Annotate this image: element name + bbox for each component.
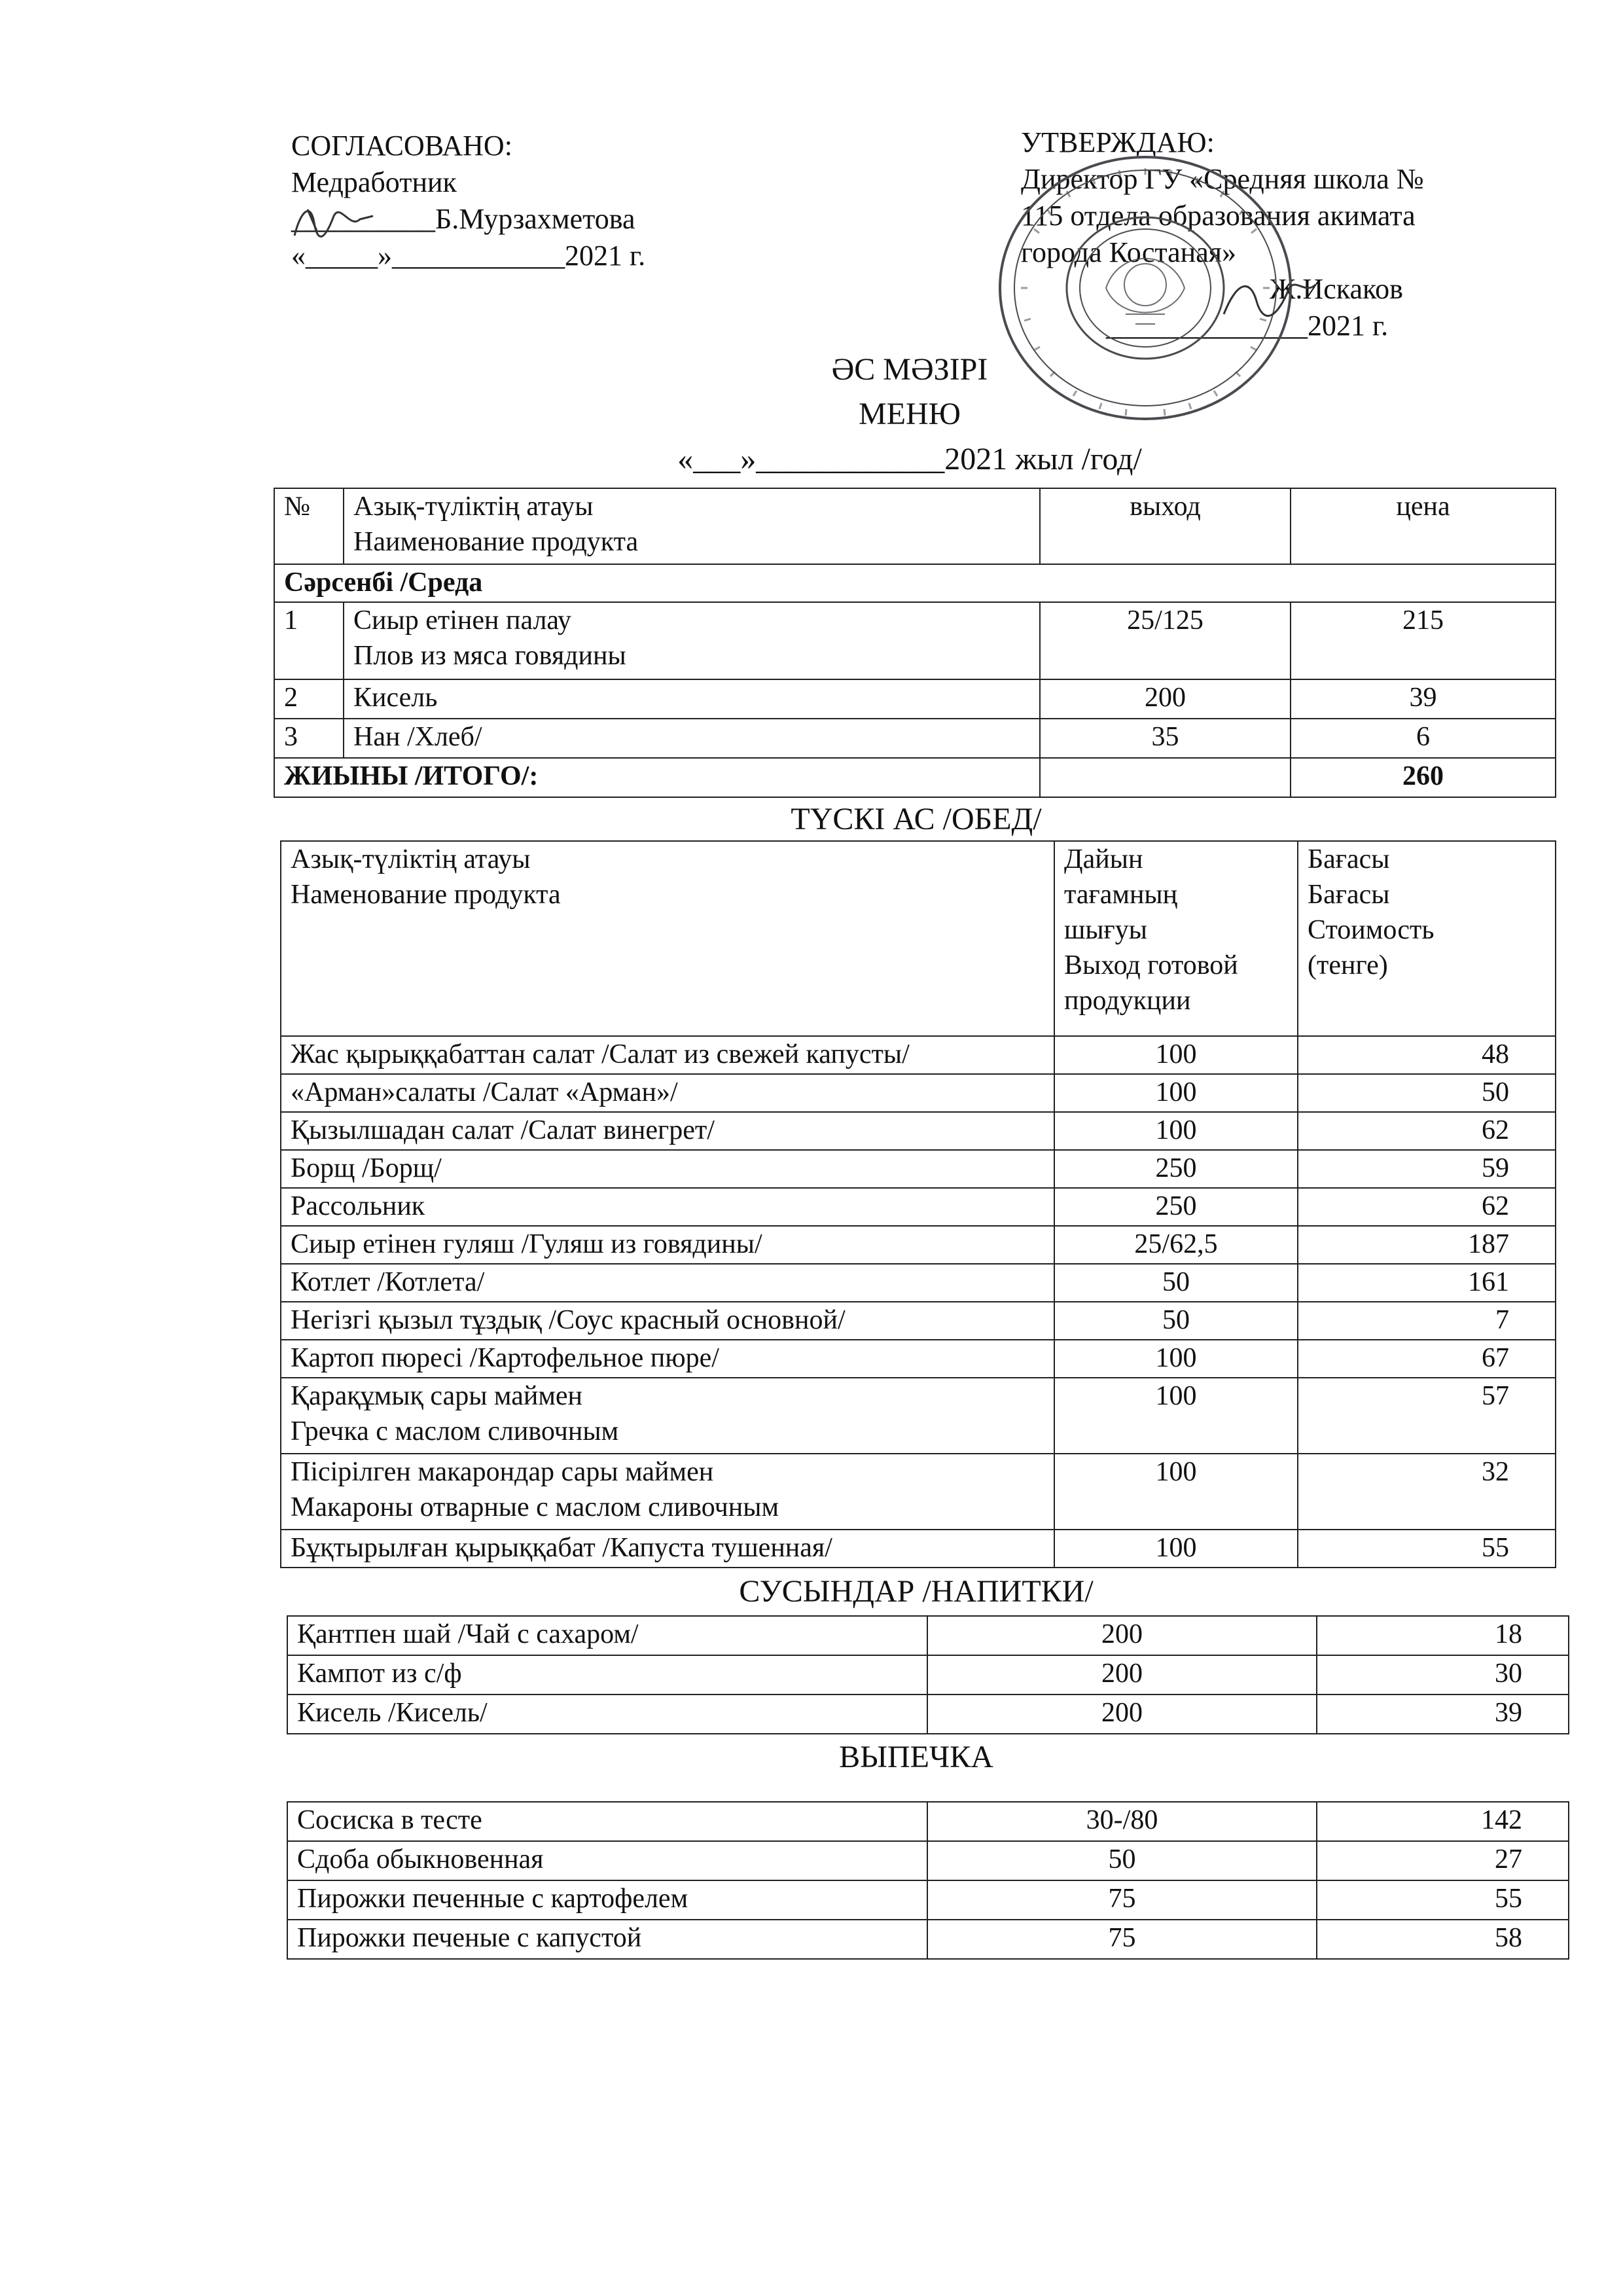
row-price: 62 xyxy=(1298,1112,1556,1150)
table-row xyxy=(281,1074,1556,1112)
col-header-name xyxy=(344,488,1040,564)
table-row xyxy=(274,679,1556,719)
approval-right-line2: 115 отдела образования акимата xyxy=(1021,200,1416,232)
row-price: 7 xyxy=(1298,1302,1556,1340)
table-row xyxy=(287,1655,1569,1695)
total-empty xyxy=(1040,758,1291,797)
drinks-rows xyxy=(287,1616,1569,1734)
yield-header-line: Дайын xyxy=(1064,844,1143,874)
lunch-col-header-name-ru: Наменование продукта xyxy=(291,880,561,910)
row-yield: 200 xyxy=(927,1655,1317,1695)
price-header-line: (тенге) xyxy=(1308,950,1388,980)
row-yield: 200 xyxy=(927,1616,1317,1655)
row-name xyxy=(281,1036,1054,1074)
row-yield: 100 xyxy=(1054,1454,1298,1530)
lunch-rows xyxy=(281,1036,1556,1568)
row-name xyxy=(281,1264,1054,1302)
row-yield: 50 xyxy=(1054,1264,1298,1302)
drinks-table xyxy=(287,1615,1569,1734)
approval-right-name: Ж.Искаков xyxy=(1270,273,1403,305)
row-name xyxy=(281,1112,1054,1150)
lunch-table xyxy=(280,840,1556,1568)
row-num: 2 xyxy=(274,679,344,719)
yield-header-line: продукции xyxy=(1064,986,1191,1016)
row-name-line: Рассольник xyxy=(291,1191,425,1221)
col-header-num: № xyxy=(274,488,344,564)
row-name: Сдоба обыкновенная xyxy=(287,1841,927,1880)
drinks-title: СУСЫНДАР /НАПИТКИ/ xyxy=(739,1574,1094,1609)
table-row xyxy=(287,1880,1569,1920)
row-price: 39 xyxy=(1291,679,1556,719)
row-num: 1 xyxy=(274,602,344,679)
row-name-line: Пісірілген макарондар сары маймен xyxy=(291,1457,714,1487)
row-name-line: Қарақұмық сары маймен xyxy=(291,1381,583,1411)
row-price: 67 xyxy=(1298,1340,1556,1378)
menu-date: «___»____________2021 жыл /год/ xyxy=(677,442,1142,476)
row-yield: 75 xyxy=(927,1880,1317,1920)
row-yield: 75 xyxy=(927,1920,1317,1959)
row-yield: 100 xyxy=(1054,1530,1298,1568)
lunch-col-header-name-kz: Азық-түліктің атауы xyxy=(291,844,531,874)
table-row xyxy=(281,1112,1556,1150)
row-name xyxy=(281,1378,1054,1454)
lunch-title: ТҮСКІ АС /ОБЕД/ xyxy=(791,802,1042,836)
row-price: 32 xyxy=(1298,1454,1556,1530)
lunch-col-header-yield xyxy=(1054,841,1298,1036)
row-name-line: Макароны отварные с маслом сливочным xyxy=(291,1492,779,1522)
row-price: 59 xyxy=(1298,1150,1556,1188)
yield-header-line: Выход готовой xyxy=(1064,950,1238,980)
row-yield: 250 xyxy=(1054,1188,1298,1226)
row-price: 57 xyxy=(1298,1378,1556,1454)
row-price: 48 xyxy=(1298,1036,1556,1074)
row-price: 161 xyxy=(1298,1264,1556,1302)
row-price: 58 xyxy=(1317,1920,1569,1959)
row-yield: 100 xyxy=(1054,1378,1298,1454)
approval-left-name: __________Б.Мурзахметова xyxy=(291,203,635,235)
price-header-line: Бағасы xyxy=(1308,880,1390,910)
table-row xyxy=(281,1264,1556,1302)
table-row xyxy=(274,602,1556,679)
approval-left-heading: СОГЛАСОВАНО: xyxy=(291,130,512,162)
table-row xyxy=(281,1340,1556,1378)
lunch-col-header-price xyxy=(1298,841,1556,1036)
row-name-line: Картоп пюресі /Картофельное пюре/ xyxy=(291,1343,719,1373)
price-header-line: Стоимость xyxy=(1308,915,1435,945)
total-row xyxy=(274,758,1556,797)
row-yield: 200 xyxy=(927,1695,1317,1734)
table-row xyxy=(274,719,1556,758)
row-name: Пирожки печенные с картофелем xyxy=(287,1880,927,1920)
yield-header-line: шығуы xyxy=(1064,915,1148,945)
approval-right-line3: города Костаная» xyxy=(1021,236,1236,268)
total-label: ЖИЫНЫ /ИТОГО/: xyxy=(274,758,1040,797)
row-name xyxy=(281,1188,1054,1226)
approval-right-heading: УТВЕРЖДАЮ: xyxy=(1021,126,1215,158)
row-name-kz: Сиыр етінен палау xyxy=(353,605,571,636)
row-price: 55 xyxy=(1317,1880,1569,1920)
row-name-line: Негізгі қызыл тұздық /Соус красный основной/ xyxy=(291,1305,846,1335)
row-price: 55 xyxy=(1298,1530,1556,1568)
row-name-line: Гречка с маслом сливочным xyxy=(291,1416,619,1446)
day-label: Сәрсенбі /Среда xyxy=(274,564,1556,602)
row-num: 3 xyxy=(274,719,344,758)
table-row xyxy=(281,1378,1556,1454)
medic-signature xyxy=(288,196,380,249)
row-yield: 30-/80 xyxy=(927,1802,1317,1841)
breakfast-table xyxy=(274,488,1556,798)
row-name: Кампот из с/ф xyxy=(287,1655,927,1695)
bakery-rows xyxy=(287,1802,1569,1959)
table-row xyxy=(281,1302,1556,1340)
row-name xyxy=(281,1302,1054,1340)
row-name xyxy=(281,1454,1054,1530)
table-row xyxy=(281,1226,1556,1264)
row-yield: 25/62,5 xyxy=(1054,1226,1298,1264)
row-name: Қантпен шай /Чай с сахаром/ xyxy=(287,1616,927,1655)
row-yield: 25/125 xyxy=(1040,602,1291,679)
lunch-col-header-name xyxy=(281,841,1054,1036)
row-yield: 35 xyxy=(1040,719,1291,758)
day-row xyxy=(274,564,1556,602)
table-row xyxy=(281,1150,1556,1188)
col-header-name-kz: Азық-түліктің атауы xyxy=(353,492,594,522)
row-name-line: Сиыр етінен гуляш /Гуляш из говядины/ xyxy=(291,1229,762,1259)
row-name-line: Қызылшадан салат /Салат винегрет/ xyxy=(291,1115,715,1145)
row-name: Пирожки печеные с капустой xyxy=(287,1920,927,1959)
total-value: 260 xyxy=(1291,758,1556,797)
row-name-line: Бұқтырылған қырыққабат /Капуста тушенная/ xyxy=(291,1533,832,1563)
table-row xyxy=(281,1188,1556,1226)
approval-left-date: «_____»____________2021 г. xyxy=(291,240,646,272)
row-name xyxy=(344,602,1040,679)
col-header-name-ru: Наименование продукта xyxy=(353,527,639,557)
row-name xyxy=(281,1150,1054,1188)
table-row xyxy=(287,1695,1569,1734)
price-header-line: Бағасы xyxy=(1308,844,1390,874)
yield-header-line: тағамның xyxy=(1064,880,1178,910)
row-price: 50 xyxy=(1298,1074,1556,1112)
row-name: Сосиска в тесте xyxy=(287,1802,927,1841)
bakery-table xyxy=(287,1801,1569,1960)
row-yield: 50 xyxy=(1054,1302,1298,1340)
table-row xyxy=(281,1036,1556,1074)
row-price: 215 xyxy=(1291,602,1556,679)
table-row xyxy=(287,1802,1569,1841)
col-header-yield: выход xyxy=(1040,488,1291,564)
row-price: 27 xyxy=(1317,1841,1569,1880)
table-row xyxy=(287,1920,1569,1959)
menu-title-kz: ӘС МӘЗІРІ xyxy=(831,352,988,387)
row-yield: 200 xyxy=(1040,679,1291,719)
row-name-line: Жас қырыққабаттан салат /Салат из свежей капусты/ xyxy=(291,1039,910,1069)
director-signature xyxy=(1217,268,1322,327)
row-yield: 100 xyxy=(1054,1036,1298,1074)
row-name-line: Котлет /Котлета/ xyxy=(291,1267,485,1297)
row-name xyxy=(281,1340,1054,1378)
row-name-ru: Плов из мяса говядины xyxy=(353,641,626,671)
row-yield: 100 xyxy=(1054,1340,1298,1378)
row-price: 39 xyxy=(1317,1695,1569,1734)
table-row xyxy=(287,1616,1569,1655)
row-name xyxy=(281,1530,1054,1568)
row-price: 142 xyxy=(1317,1802,1569,1841)
col-header-price: цена xyxy=(1291,488,1556,564)
menu-title-ru: МЕНЮ xyxy=(859,397,961,431)
table-row xyxy=(287,1841,1569,1880)
approval-left-role: Медработник xyxy=(291,166,457,198)
breakfast-header-row xyxy=(274,488,1556,564)
row-yield: 100 xyxy=(1054,1074,1298,1112)
row-price: 18 xyxy=(1317,1616,1569,1655)
row-name-line: Борщ /Борщ/ xyxy=(291,1153,442,1183)
approval-right-line1: Директор ГУ «Средняя школа № xyxy=(1021,163,1424,195)
row-name: Кисель xyxy=(344,679,1040,719)
bakery-title: ВЫПЕЧКА xyxy=(839,1740,993,1774)
row-price: 62 xyxy=(1298,1188,1556,1226)
approval-right-date: ______________2021 г. xyxy=(1106,310,1389,342)
row-name xyxy=(281,1226,1054,1264)
row-name-line: «Арман»салаты /Салат «Арман»/ xyxy=(291,1077,678,1107)
table-row xyxy=(281,1454,1556,1530)
table-row xyxy=(281,1530,1556,1568)
row-yield: 50 xyxy=(927,1841,1317,1880)
row-price: 30 xyxy=(1317,1655,1569,1695)
row-price: 187 xyxy=(1298,1226,1556,1264)
row-price: 6 xyxy=(1291,719,1556,758)
lunch-header-row xyxy=(281,841,1556,1036)
row-name: Кисель /Кисель/ xyxy=(287,1695,927,1734)
row-yield: 100 xyxy=(1054,1112,1298,1150)
row-name xyxy=(281,1074,1054,1112)
row-yield: 250 xyxy=(1054,1150,1298,1188)
row-name: Нан /Хлеб/ xyxy=(344,719,1040,758)
